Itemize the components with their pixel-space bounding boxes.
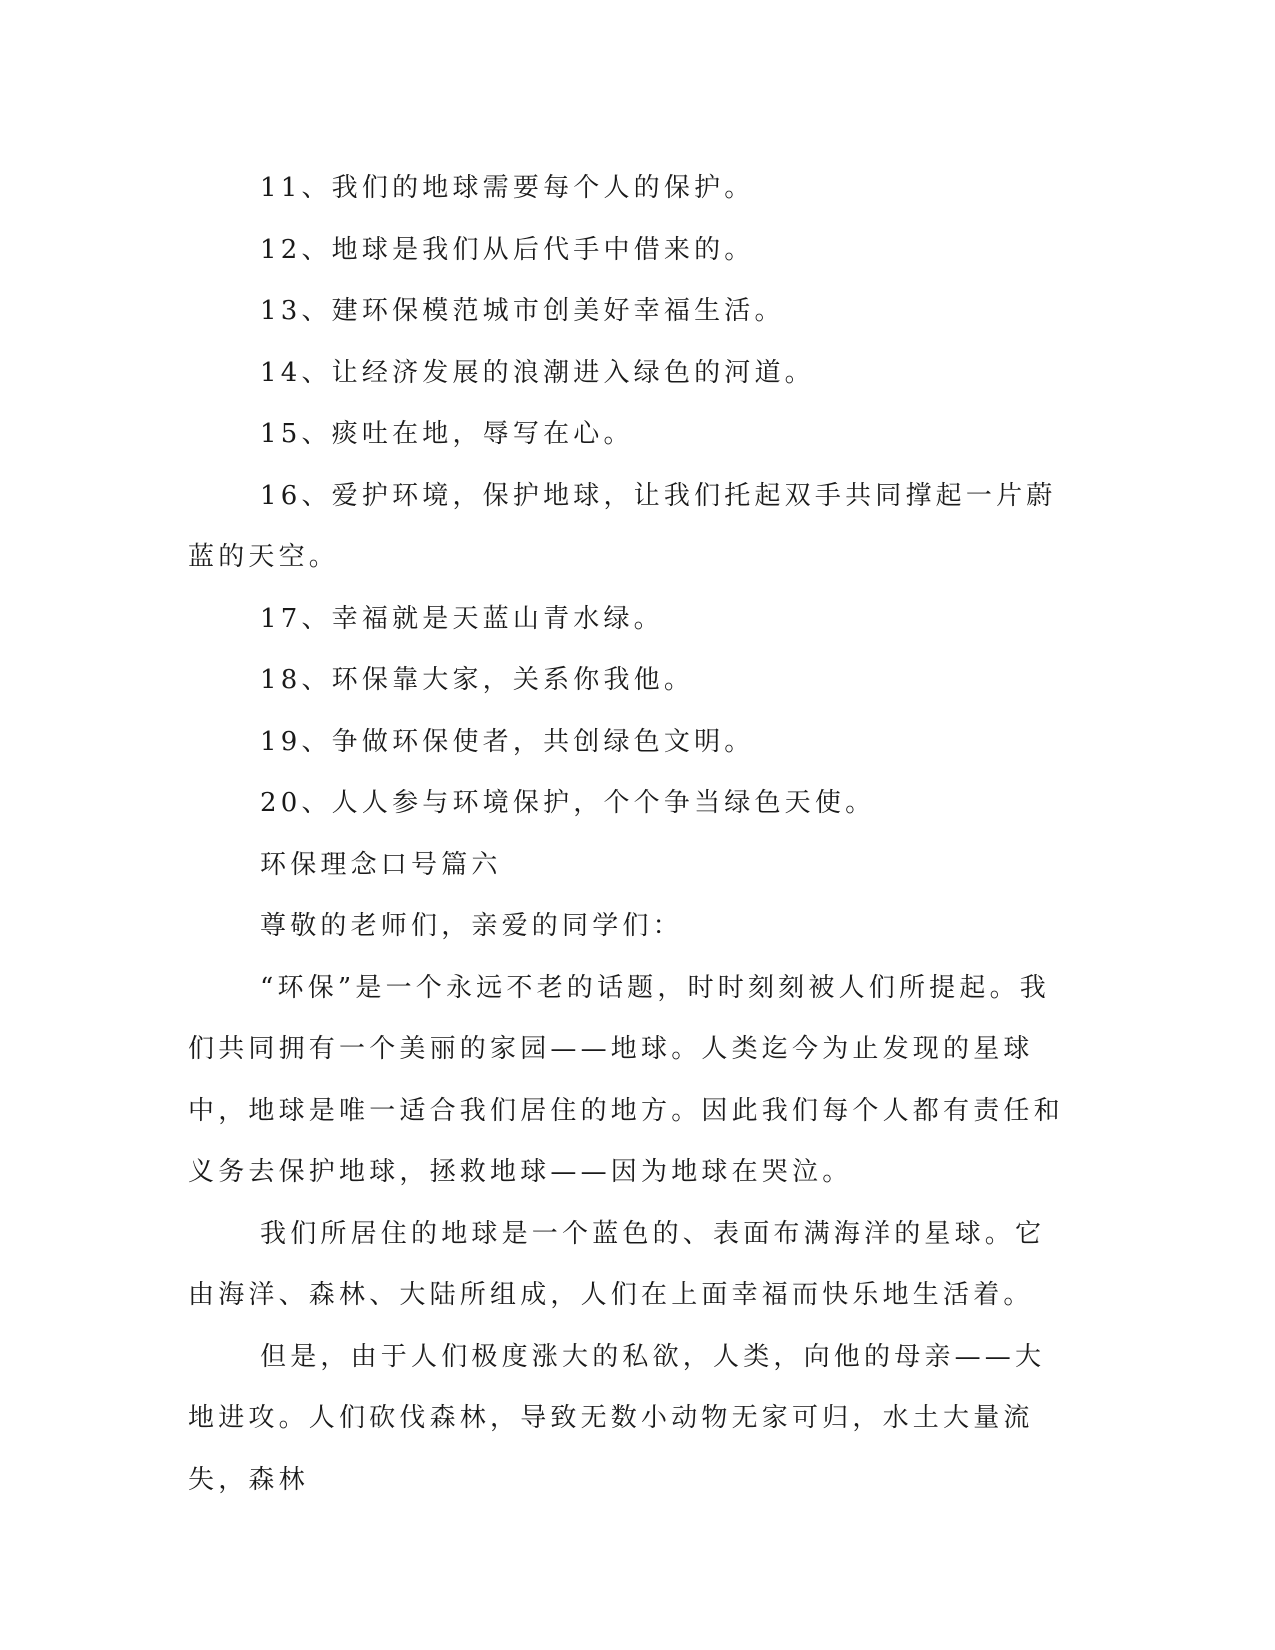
slogan-20: 20、人人参与环境保护，个个争当绿色天使。 — [260, 788, 876, 818]
slogan-14: 14、让经济发展的浪潮进入绿色的河道。 — [260, 357, 815, 388]
section-heading: 环保理念口号篇六 — [260, 849, 502, 880]
slogan-15: 15、痰吐在地，辱写在心。 — [260, 419, 634, 449]
speech-paragraph: 我们所居住的地球是一个蓝色的、表面布满海洋的星球。它由海洋、森林、大陆所组成，人们在上面幸福而快乐地生活着。 — [188, 1218, 1046, 1310]
slogan-19: 19、争做环保使者，共创绿色文明。 — [260, 726, 755, 757]
document-body — [188, 158, 1068, 1511]
slogan-13: 13、建环保模范城市创美好幸福生活。 — [260, 296, 785, 326]
slogan-16: 16、爱护环境，保护地球，让我们托起双手共同撑起一片蔚蓝的天空。 — [188, 480, 1057, 572]
salutation: 尊敬的老师们，亲爱的同学们： — [260, 911, 683, 941]
speech-paragraph: “环保”是一个永远不老的话题，时时刻刻被人们所提起。我们共同拥有一个美丽的家园——地球。人类迄今为止发现的星球中，地球是唯一适合我们居住的地方。因此我们每个人都有责任和义务去保护地球，拯救地球——因为地球在哭泣。 — [188, 972, 1064, 1187]
slogan-18: 18、环保靠大家，关系你我他。 — [260, 665, 695, 695]
slogan-11: 11、我们的地球需要每个人的保护。 — [260, 173, 755, 203]
slogan-12: 12、地球是我们从后代手中借来的。 — [260, 234, 755, 265]
speech-paragraph: 但是，由于人们极度涨大的私欲，人类，向他的母亲——大地进攻。人们砍伐森林，导致无数小动物无家可归，水土大量流失，森林 — [188, 1341, 1046, 1495]
slogan-17: 17、幸福就是天蓝山青水绿。 — [260, 603, 664, 634]
